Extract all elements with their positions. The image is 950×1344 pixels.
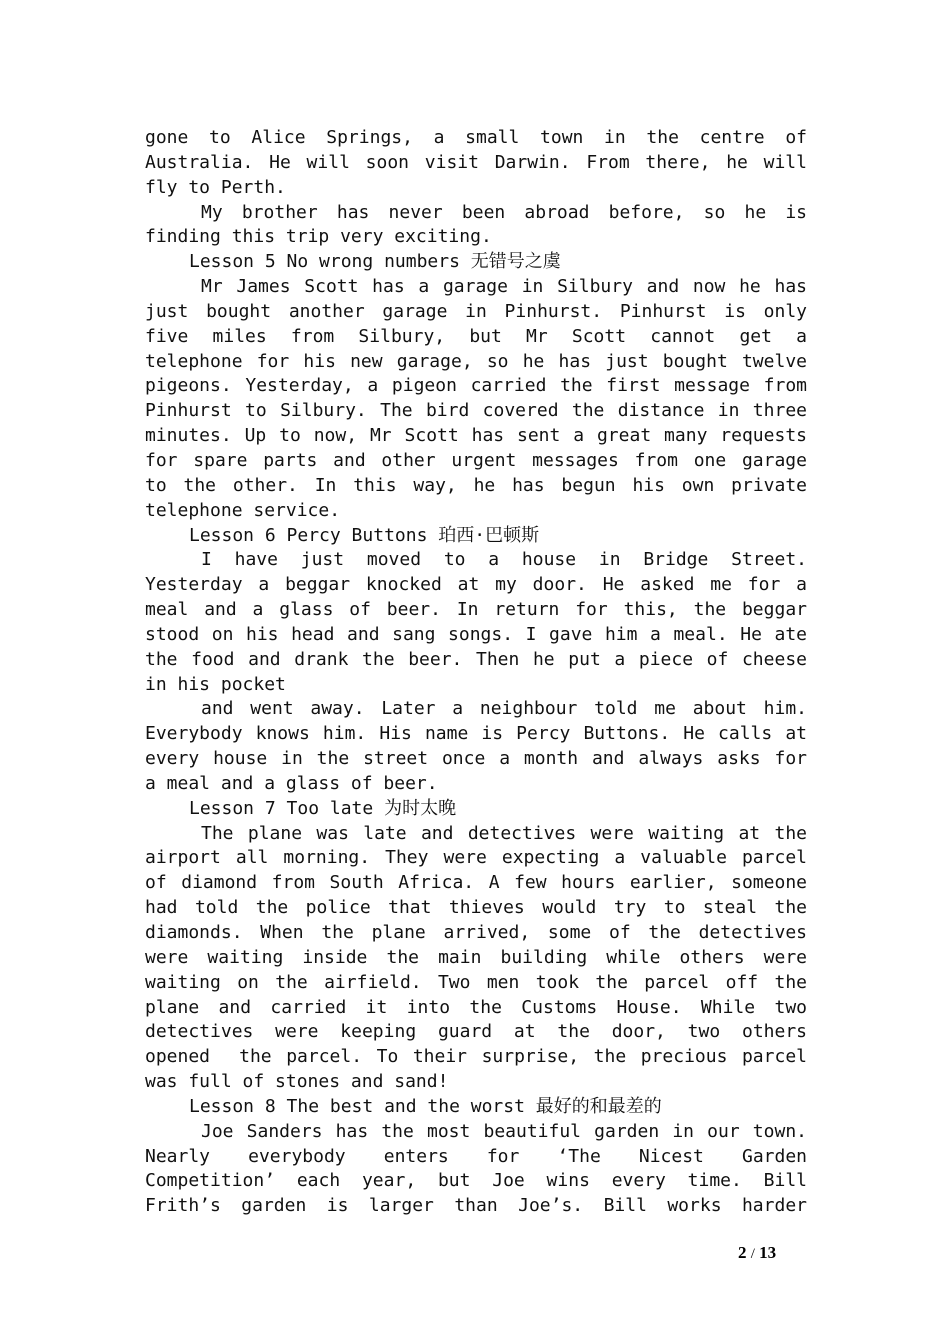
text-line: meal and a glass of beer. In return for this, the beggar [145,599,807,621]
text-line: five miles from Silbury, but Mr Scott cannot get a [145,325,807,347]
text-line: was full of stones and sand! [145,1071,449,1093]
text-line: telephone for his new garage, so he has just bought twelve [145,350,807,372]
text-line: for spare parts and other urgent messages from one garage [145,449,807,471]
text-line: Everybody knows him. His name is Percy Buttons. He calls at [145,723,807,745]
text-line: Nearly everybody enters for ‘The Nicest Garden [145,1145,807,1167]
page-number-separator: / [750,1246,755,1262]
text-line: of diamond from South Africa. A few hours earlier, someone [145,872,807,894]
text-line: the food and drank the beer. Then he put a piece of cheese [145,648,807,670]
text-line: opened the parcel. To their surprise, the precious parcel [145,1046,807,1068]
text-line: diamonds. When the plane arrived, some of the detectives [145,922,807,943]
text-line: finding this trip very exciting. [145,226,492,248]
total-page-count: 13 [759,1243,777,1262]
lesson-heading: Lesson 6 Percy Buttons 珀西·巴顿斯 [189,524,540,546]
text-line: I have just moved to a house in Bridge Street. [201,549,807,571]
text-line: airport all morning. They were expecting a valuable parcel [145,847,807,869]
text-line: stood on his head and sang songs. I gave him a meal. He ate [145,623,807,645]
text-line: fly to Perth. [145,176,286,198]
text-line: gone to Alice Springs, a small town in the centre of [145,127,807,148]
text-line: minutes. Up to now, Mr Scott has sent a great many requests [145,425,807,447]
lesson-heading: Lesson 7 Too late 为时太晚 [189,797,457,819]
text-line: to the other. In this way, he has begun his own private [145,474,807,496]
text-line: waiting on the airfield. Two men took the parcel off the [145,971,807,993]
text-line: were waiting inside the main building while others were [145,946,807,968]
text-line: Frith’s garden is larger than Joe’s. Bill works harder [145,1195,807,1217]
text-line: The plane was late and detectives were waiting at the [201,822,807,844]
text-line: pigeons. Yesterday, a pigeon carried the first message from [145,375,807,397]
text-line: every house in the street once a month and always asks for [145,748,807,770]
text-line: in his pocket [145,673,286,695]
text-line: Australia. He will soon visit Darwin. From there, he will [145,151,807,173]
text-line: had told the police that thieves would try to steal the [145,897,807,919]
text-line: just bought another garage in Pinhurst. Pinhurst is only [145,300,807,322]
lesson-heading: Lesson 5 No wrong numbers 无错号之虞 [189,251,561,273]
page-number [738,1243,776,1263]
text-line: plane and carried it into the Customs House. While two [145,996,807,1018]
text-line: Yesterday a beggar knocked at my door. He asked me for a [145,574,807,596]
text-line: detectives were keeping guard at the door, two others [145,1021,807,1043]
text-line: Mr James Scott has a garage in Silbury and now he has [201,276,807,298]
text-line: telephone service. [145,499,341,521]
text-line: Competition’ each year, but Joe wins every time. Bill [145,1170,807,1192]
text-line: Joe Sanders has the most beautiful garden in our town. [201,1120,807,1142]
document-body [145,126,807,1219]
text-line: My brother has never been abroad before, so he is [201,201,807,223]
lesson-heading: Lesson 8 The best and the worst 最好的和最差的 [189,1095,662,1117]
text-line: and went away. Later a neighbour told me about him. [201,698,807,720]
text-line: Pinhurst to Silbury. The bird covered the distance in three [145,400,807,422]
current-page-number: 2 [738,1243,747,1262]
text-line: a meal and a glass of beer. [145,772,438,794]
